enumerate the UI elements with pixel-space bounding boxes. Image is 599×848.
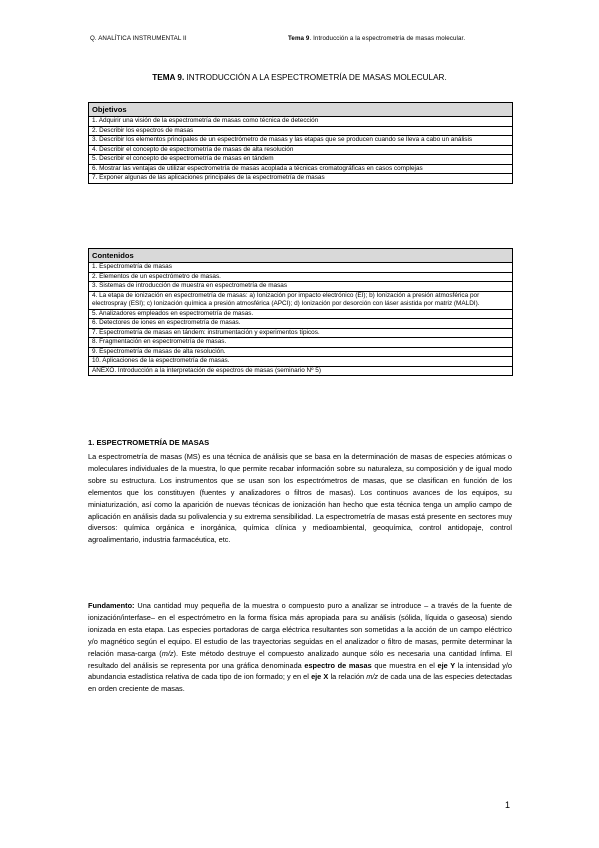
contenido-item: ANEXO. Introducción a la interpretación de espectros de masas (seminario Nº 5) [92, 366, 321, 374]
contenido-item: 7. Espectrometría de masas en tándem: instrumentación y experimentos típicos. [89, 329, 512, 339]
page-title [0, 73, 599, 82]
running-header-left: Q. ANALÍTICA INSTRUMENTAL II [90, 35, 187, 42]
header-topic-number: Tema 9 [288, 35, 310, 42]
espectro-term: espectro de masas [304, 660, 372, 670]
intro-paragraph: La espectrometría de masas (MS) es una técnica de análisis que se basa en la determinación de masas de especies atómicas o moleculares individuales de la muestra, lo que permite recabar información sobre su naturaleza, su composición y de igual modo sobre su estructura. Los instrumentos que se usan son los espectrómetros de masas, que se clasifican en función de los elementos que los constituyen (fuentes y analizadores o filtros de masas). Los continuos avances de los equipos, su miniaturización, así como la aparición de nuevas técnicas de ionización han hecho que esta técnica tenga un amplio campo de aplicación en análisis dada su polivalencia y su extrema sensibilidad. La espectrometría de masas está presente en sectores muy diversos: química orgánica e inorgánica, química clínica y medioambiental, geoquímica, control antidopaje, control agroalimentario, industria farmacéutica, etc. [88, 452, 512, 545]
objetivos-box [88, 102, 513, 184]
objetivo-item: 7. Exponer algunas de las aplicaciones principales de la espectrometría de masas [92, 174, 325, 181]
objetivo-item: 6. Mostrar las ventajas de utilizar espectrometría de masas acoplada a técnicas cromatográficas en casos complejas [89, 165, 512, 175]
header-topic-title: . Introducción a la espectrometría de masas molecular. [309, 35, 466, 42]
contenido-item: 4. La etapa de ionización en espectrometría de masas: a) Ionización por impacto electrónico (EI); b) Ionización a presión atmosférica por electrospray (ESI); c) Ionización química a presión atmosférica (APCI); d) Ionización por desorción con láser asistida por matriz (MALDI). [89, 292, 512, 310]
contenido-item: 6. Detectores de iones en espectrometría de masas. [89, 319, 512, 329]
eje-x-term: eje X [311, 672, 329, 682]
contenido-item: 8. Fragmentación en espectrometría de masas. [89, 338, 512, 348]
fundamento-text: la intensidad y/o abundancia estadística relativa de cada tipo de ion formado; y en el [88, 660, 512, 682]
objetivo-item: 5. Describir el concepto de espectrometría de masas en tándem [89, 155, 512, 165]
fundamento-text: de cada una de las especies detectadas en orden creciente de masas. [88, 672, 512, 694]
page-number: 1 [505, 800, 511, 810]
contenido-item: 10. Aplicaciones de la espectrometría de masas. [89, 357, 512, 367]
contenido-item: 1. Espectrometría de masas [89, 263, 512, 273]
title-text: INTRODUCCIÓN A LA ESPECTROMETRÍA DE MASAS MOLECULAR. [184, 73, 447, 82]
section-heading: 1. ESPECTROMETRÍA DE MASAS [88, 438, 210, 447]
contenido-item: 5. Analizadores empleados en espectrometría de masas. [89, 310, 512, 320]
contenidos-heading: Contenidos [89, 249, 512, 263]
contenido-item: 3. Sistemas de introducción de muestra en espectrometría de masas [89, 282, 512, 292]
contenido-item: 2. Elementos de un espectrómetro de masas. [89, 273, 512, 283]
contenido-item: 9. Espectrometría de masas de alta resolución. [89, 348, 512, 358]
fundamento-text: la relación [328, 672, 367, 682]
mz-term: m/z [366, 672, 379, 682]
fundamento-text: ). Este método destruye el compuesto analizado aunque sólo es necesaria una cantidad ínfima. El resultado del análisis se representa por una gráfica denominada [88, 648, 512, 670]
running-header-right [288, 35, 465, 42]
objetivos-heading: Objetivos [89, 103, 512, 117]
contenidos-box [88, 248, 513, 376]
fundamento-text: Una cantidad muy pequeña de la muestra o compuesto puro a analizar se introduce – a través de la fuente de ionización/interfase– en el espectrómetro en la forma física más apropiada para su análisis (sólida, líquida o gaseosa) siendo ionizada en esta etapa. Las especies portadoras de carga eléctrica resultantes son sometidas a la acción de un campo eléctrico y/o magnético según el equipo. El estudio de las trayectorias seguidas en el analizador o filtro de masas, permite determinar la relación masa-carga ( [88, 601, 512, 658]
objetivo-item: 4. Describir el concepto de espectrometría de masas de alta resolución [89, 146, 512, 156]
fundamento-text: que muestra en el [371, 660, 438, 670]
fundamento-label: Fundamento: [88, 601, 135, 610]
objetivo-item: 2. Describir los espectros de masas [89, 127, 512, 137]
mz-term: m/z [161, 648, 174, 658]
fundamento-paragraph [88, 600, 512, 695]
objetivo-item: 1. Adquirir una visión de la espectrometría de masas como técnica de detección [89, 117, 512, 127]
objetivo-item: 3. Describir los elementos principales de un espectrómetro de masas y las etapas que se producen cuando se lleva a cabo un análisis [89, 136, 512, 146]
eje-y-term: eje Y [437, 660, 456, 670]
title-number: TEMA 9. [152, 73, 185, 82]
